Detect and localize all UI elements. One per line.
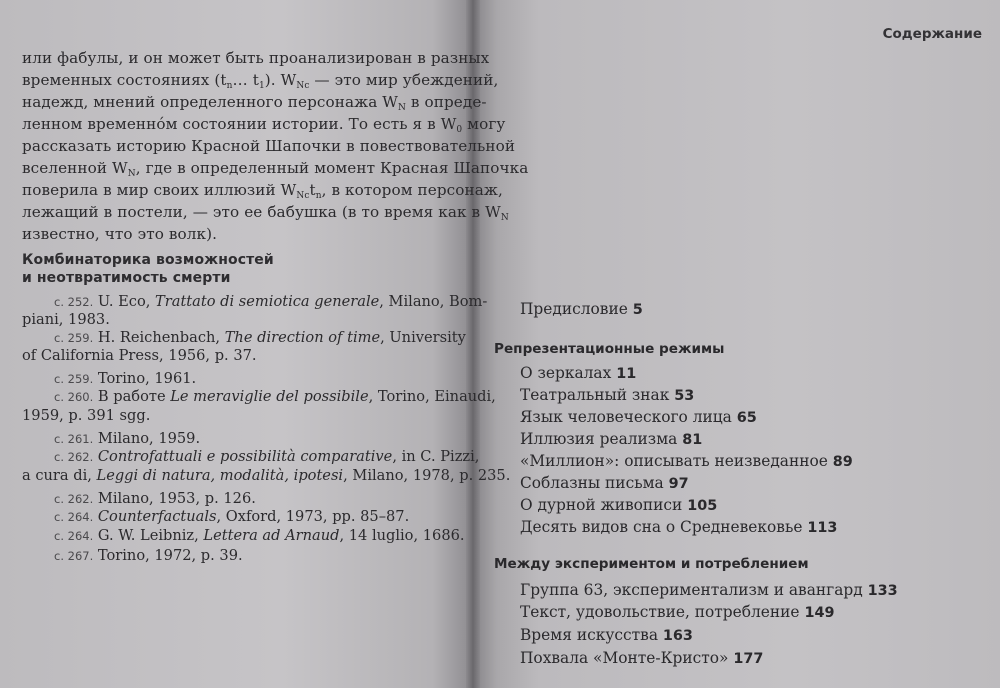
- text-line: ленном временнóм состоянии истории. То есть я в $W_0$ могу: [22, 115, 506, 135]
- toc-entry: Язык человеческого лица 65: [520, 408, 757, 426]
- toc-section-heading: Репрезентационные режимы: [494, 341, 725, 357]
- text-line: известно, что это волк).: [22, 225, 218, 243]
- toc-entry: Десять видов сна о Средневековье 113: [520, 518, 838, 536]
- note: с. 261. Milano, 1959.: [54, 430, 201, 447]
- text-line: поверила в мир своих иллюзий $W_{Nc}t_n$, в котором персонаж,: [22, 181, 503, 201]
- toc-entry: О зеркалах 11: [520, 364, 637, 382]
- section-heading: и неотвратимость смерти: [22, 270, 231, 286]
- toc-entry: «Миллион»: описывать неизведанное 89: [520, 452, 853, 470]
- note-continuation: of California Press, 1956, p. 37.: [22, 347, 257, 364]
- running-head: Содержание: [882, 26, 982, 42]
- note: с. 259. H. Reichenbach, The direction of time, University: [54, 329, 466, 346]
- note: с. 264. G. W. Leibniz, Lettera ad Arnaud, 14 luglio, 1686.: [54, 527, 465, 544]
- note: с. 260. В работе Le meraviglie del possibile, Torino, Einaudi,: [54, 388, 496, 405]
- toc-section-heading: Между экспериментом и потреблением: [494, 556, 809, 572]
- toc-entry: Группа 63, экспериментализм и авангард 133: [520, 581, 898, 599]
- note: с. 252. U. Eco, Trattato di semiotica generale, Milano, Bom-: [54, 293, 488, 310]
- text-line: рассказать историю Красной Шапочки в повествовательной: [22, 137, 516, 155]
- note: с. 267. Torino, 1972, p. 39.: [54, 547, 243, 564]
- toc-entry: Театральный знак 53: [520, 386, 695, 404]
- note: с. 264. Counterfactuals, Oxford, 1973, pp. 85–87.: [54, 508, 410, 525]
- toc-entry: Соблазны письма 97: [520, 474, 689, 492]
- toc-entry: Похвала «Монте-Кристо» 177: [520, 649, 764, 667]
- note: с. 262. Controfattuali e possibilità comparative, in C. Pizzi,: [54, 448, 480, 465]
- toc-entry: О дурной живописи 105: [520, 496, 718, 514]
- text-line: надежд, мнений определенного персонажа $W_N$ в опреде-: [22, 93, 487, 113]
- toc-entry: Текст, удовольствие, потребление 149: [520, 603, 835, 621]
- note: с. 262. Milano, 1953, p. 126.: [54, 490, 256, 507]
- section-heading: Комбинаторика возможностей: [22, 252, 274, 268]
- toc-entry: Время искусства 163: [520, 626, 693, 644]
- text-line: или фабулы, и он может быть проанализирован в разных: [22, 49, 490, 67]
- text-line: лежащий в постели, — это ее бабушка (в то время как в $W_N$: [22, 203, 509, 223]
- note-continuation: 1959, p. 391 sgg.: [22, 407, 151, 424]
- note-continuation: a cura di, Leggi di natura, modalità, ipotesi, Milano, 1978, p. 235.: [22, 467, 511, 484]
- toc-entry-preface: Предисловие 5: [520, 300, 643, 318]
- text-line: временных состояниях ($t_n\dots$ $t_1$). $W_{Nc}$ — это мир убеждений,: [22, 71, 499, 91]
- text-line: вселенной $W_N$, где в определенный момент Красная Шапочка: [22, 159, 529, 179]
- note: с. 259. Torino, 1961.: [54, 370, 197, 387]
- toc-entry: Иллюзия реализма 81: [520, 430, 703, 448]
- note-continuation: piani, 1983.: [22, 311, 110, 328]
